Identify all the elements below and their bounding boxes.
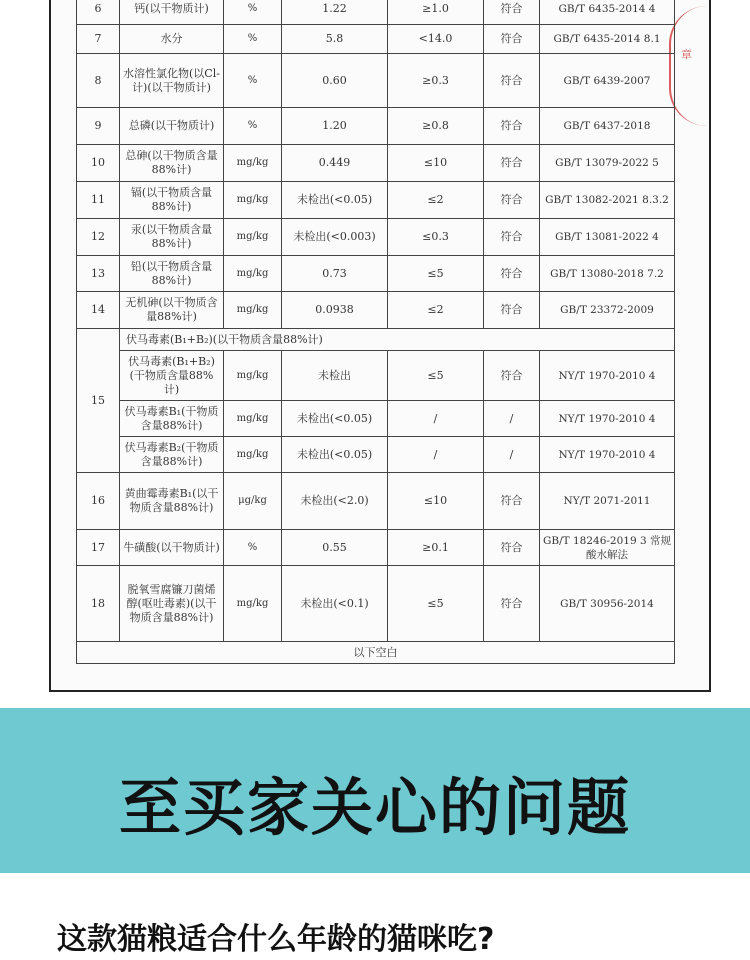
cell-judge: 符合 [484, 219, 540, 256]
table-row [77, 108, 675, 145]
cell-req: ≤2 [388, 182, 484, 219]
cell-judge: 符合 [484, 256, 540, 292]
table-row [77, 329, 675, 351]
cell-item: 无机砷(以干物质含量88%计) [120, 292, 224, 329]
section-banner [0, 708, 750, 873]
cell-unit: mg/kg [224, 437, 282, 473]
cell-judge: 符合 [484, 108, 540, 145]
table-row [77, 182, 675, 219]
table-row [77, 256, 675, 292]
cell-item: 铅(以干物质含量88%计) [120, 256, 224, 292]
cell-unit: mg/kg [224, 351, 282, 401]
table-row [77, 530, 675, 566]
cell-req: ≤10 [388, 473, 484, 530]
cell-std: GB/T 13081-2022 4 [540, 219, 675, 256]
cell-std: GB/T 6439-2007 [540, 54, 675, 108]
cell-unit: mg/kg [224, 256, 282, 292]
cell-item: 牛磺酸(以干物质计) [120, 530, 224, 566]
cell-no: 14 [77, 292, 120, 329]
cell-judge: 符合 [484, 54, 540, 108]
cell-no: 6 [77, 0, 120, 25]
cell-result: 未检出(<0.1) [282, 566, 388, 642]
cell-judge: / [484, 401, 540, 437]
cell-result: 1.22 [282, 0, 388, 25]
table-row [77, 54, 675, 108]
test-report-page [49, 0, 711, 692]
cell-item: 总砷(以干物质含量88%计) [120, 145, 224, 182]
cell-req: ≤0.3 [388, 219, 484, 256]
table-row [77, 292, 675, 329]
cell-result: 1.20 [282, 108, 388, 145]
test-results-table [76, 0, 675, 664]
cell-result: 未检出(<2.0) [282, 473, 388, 530]
cell-result: 未检出 [282, 351, 388, 401]
table-row [77, 437, 675, 473]
cell-result: 未检出(<0.05) [282, 437, 388, 473]
cell-req: ≤5 [388, 256, 484, 292]
cell-result: 0.0938 [282, 292, 388, 329]
cell-std: GB/T 6435-2014 4 [540, 0, 675, 25]
cell-req: ≥1.0 [388, 0, 484, 25]
cell-no: 17 [77, 530, 120, 566]
cell-unit: % [224, 0, 282, 25]
cell-unit: % [224, 530, 282, 566]
cell-judge: 符合 [484, 25, 540, 54]
cell-no: 10 [77, 145, 120, 182]
cell-unit: % [224, 25, 282, 54]
cell-result: 0.449 [282, 145, 388, 182]
cell-no: 11 [77, 182, 120, 219]
cell-unit: mg/kg [224, 401, 282, 437]
cell-result: 未检出(<0.05) [282, 401, 388, 437]
cell-no: 13 [77, 256, 120, 292]
cell-no: 18 [77, 566, 120, 642]
cell-req: / [388, 437, 484, 473]
cell-req: ≤10 [388, 145, 484, 182]
cell-no: 9 [77, 108, 120, 145]
cell-judge: 符合 [484, 530, 540, 566]
cell-item: 脱氧雪腐镰刀菌烯醇(呕吐毒素)(以干物质含量88%计) [120, 566, 224, 642]
cell-unit: mg/kg [224, 219, 282, 256]
table-row [77, 0, 675, 25]
table-row [77, 219, 675, 256]
cell-std: GB/T 6437-2018 [540, 108, 675, 145]
cell-std: GB/T 6435-2014 8.1 [540, 25, 675, 54]
cell-result: 0.55 [282, 530, 388, 566]
cell-std: NY/T 2071-2011 [540, 473, 675, 530]
table-row [77, 566, 675, 642]
cell-unit: mg/kg [224, 145, 282, 182]
cell-no: 16 [77, 473, 120, 530]
cell-result: 未检出(<0.05) [282, 182, 388, 219]
cell-result: 未检出(<0.003) [282, 219, 388, 256]
cell-std: NY/T 1970-2010 4 [540, 351, 675, 401]
cell-result: 5.8 [282, 25, 388, 54]
cell-std: GB/T 13082-2021 8.3.2 [540, 182, 675, 219]
cell-judge: 符合 [484, 0, 540, 25]
cell-item: 伏马毒素B₂(干物质含量88%计) [120, 437, 224, 473]
table-row [77, 642, 675, 664]
cell-judge: 符合 [484, 473, 540, 530]
cell-no: 12 [77, 219, 120, 256]
cell-req: / [388, 401, 484, 437]
red-seal-stamp: 章 [669, 6, 707, 126]
cell-std: GB/T 30956-2014 [540, 566, 675, 642]
cell-unit: μg/kg [224, 473, 282, 530]
cell-result: 0.60 [282, 54, 388, 108]
cell-req: <14.0 [388, 25, 484, 54]
cell-req: ≤5 [388, 566, 484, 642]
faq-question: 这款猫粮适合什么年龄的猫咪吃? [57, 922, 495, 957]
cell-no: 7 [77, 25, 120, 54]
cell-std: GB/T 13079-2022 5 [540, 145, 675, 182]
cell-item: 水分 [120, 25, 224, 54]
cell-result: 0.73 [282, 256, 388, 292]
cell-judge: 符合 [484, 292, 540, 329]
cell-item: 汞(以干物质含量88%计) [120, 219, 224, 256]
cell-req: ≤2 [388, 292, 484, 329]
cell-judge: 符合 [484, 145, 540, 182]
cell-std: GB/T 18246-2019 3 常规酸水解法 [540, 530, 675, 566]
table-row [77, 401, 675, 437]
cell-unit: mg/kg [224, 292, 282, 329]
cell-item: 总磷(以干物质计) [120, 108, 224, 145]
group-header: 伏马毒素(B₁+B₂)(以干物质含量88%计) [120, 329, 675, 351]
banner-title: 至买家关心的问题 [118, 771, 631, 844]
cell-std: NY/T 1970-2010 4 [540, 401, 675, 437]
cell-judge: 符合 [484, 351, 540, 401]
cell-item: 黄曲霉毒素B₁(以干物质含量88%计) [120, 473, 224, 530]
cell-no: 8 [77, 54, 120, 108]
cell-item: 水溶性氯化物(以Cl-计)(以干物质计) [120, 54, 224, 108]
cell-req: ≤5 [388, 351, 484, 401]
table-footer-note: 以下空白 [77, 642, 675, 664]
cell-judge: / [484, 437, 540, 473]
cell-req: ≥0.1 [388, 530, 484, 566]
cell-judge: 符合 [484, 182, 540, 219]
table-row [77, 25, 675, 54]
cell-req: ≥0.8 [388, 108, 484, 145]
cell-std: GB/T 13080-2018 7.2 [540, 256, 675, 292]
table-row [77, 145, 675, 182]
cell-req: ≥0.3 [388, 54, 484, 108]
cell-no: 15 [77, 329, 120, 473]
cell-unit: % [224, 108, 282, 145]
cell-std: NY/T 1970-2010 4 [540, 437, 675, 473]
cell-unit: mg/kg [224, 566, 282, 642]
cell-unit: mg/kg [224, 182, 282, 219]
cell-unit: % [224, 54, 282, 108]
cell-judge: 符合 [484, 566, 540, 642]
cell-std: GB/T 23372-2009 [540, 292, 675, 329]
cell-item: 伏马毒素B₁(干物质含量88%计) [120, 401, 224, 437]
cell-item: 钙(以干物质计) [120, 0, 224, 25]
table-row [77, 473, 675, 530]
table-row [77, 351, 675, 401]
cell-item: 伏马毒素(B₁+B₂)(干物质含量88%计) [120, 351, 224, 401]
cell-item: 镉(以干物质含量88%计) [120, 182, 224, 219]
